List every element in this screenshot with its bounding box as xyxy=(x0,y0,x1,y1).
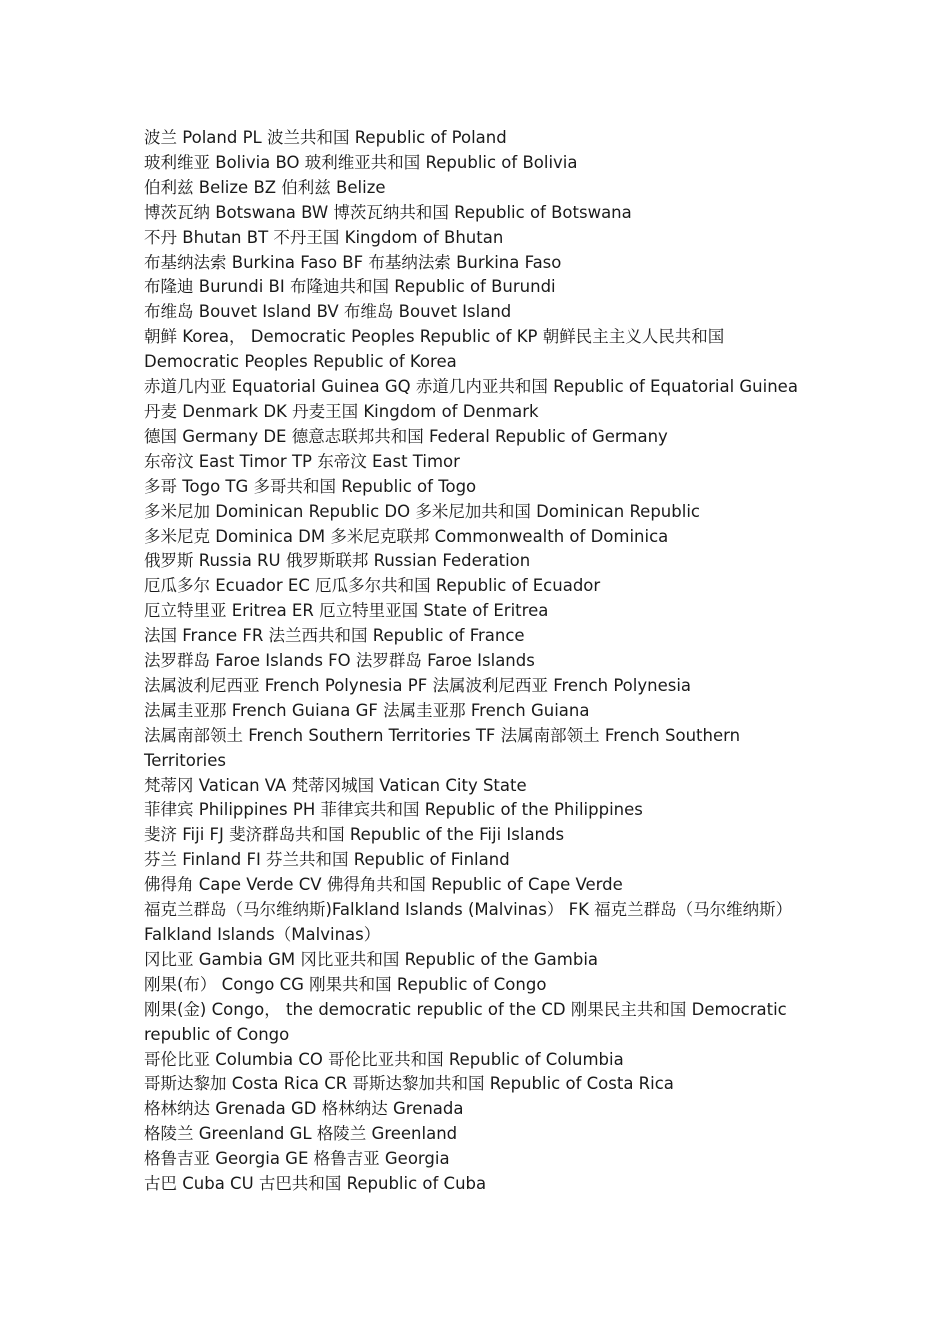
country-entry: 多米尼克 Dominica DM 多米尼克联邦 Commonwealth of Dominica xyxy=(144,526,669,546)
country-entry: 伯利兹 Belize BZ 伯利兹 Belize xyxy=(144,177,386,197)
country-entry: 布隆迪 Burundi BI 布隆迪共和国 Republic of Burundi xyxy=(144,277,556,297)
country-entry: 厄立特里亚 Eritrea ER 厄立特里亚国 State of Eritrea xyxy=(144,601,549,621)
country-entry: 法属圭亚那 French Guiana GF 法属圭亚那 French Guiana xyxy=(144,700,590,720)
document-body xyxy=(144,126,812,1197)
country-entry: 芬兰 Finland FI 芬兰共和国 Republic of Finland xyxy=(144,850,510,870)
country-entry: 布基纳法索 Burkina Faso BF 布基纳法索 Burkina Faso xyxy=(144,252,562,272)
country-entry: 冈比亚 Gambia GM 冈比亚共和国 Republic of the Gambia xyxy=(144,949,599,969)
country-entry: 菲律宾 Philippines PH 菲律宾共和国 Republic of the Philippines xyxy=(144,800,643,820)
country-entry: 格陵兰 Greenland GL 格陵兰 Greenland xyxy=(144,1124,458,1144)
country-entry: 俄罗斯 Russia RU 俄罗斯联邦 Russian Federation xyxy=(144,551,531,571)
country-entry: 波兰 Poland PL 波兰共和国 Republic of Poland xyxy=(144,128,507,147)
country-entry: 东帝汶 East Timor TP 东帝汶 East Timor xyxy=(144,451,460,471)
country-entry: 刚果(布） Congo CG 刚果共和国 Republic of Congo xyxy=(144,974,547,994)
country-entry: 法属南部领土 French Southern Territories TF 法属南部领土 French Southern Territories xyxy=(144,725,741,770)
country-entry: 法国 France FR 法兰西共和国 Republic of France xyxy=(144,626,525,646)
country-entry: 梵蒂冈 Vatican VA 梵蒂冈城国 Vatican City State xyxy=(144,775,527,795)
country-entry: 朝鲜 Korea， Democratic Peoples Republic of KP 朝鲜民主主义人民共和国 Democratic Peoples Republic of Korea xyxy=(144,327,725,372)
country-entry: 玻利维亚 Bolivia BO 玻利维亚共和国 Republic of Bolivia xyxy=(144,152,578,172)
country-entry: 斐济 Fiji FJ 斐济群岛共和国 Republic of the Fiji Islands xyxy=(144,825,565,845)
country-entry: 格林纳达 Grenada GD 格林纳达 Grenada xyxy=(144,1099,464,1119)
country-entry: 厄瓜多尔 Ecuador EC 厄瓜多尔共和国 Republic of Ecuador xyxy=(144,576,601,596)
country-entry: 不丹 Bhutan BT 不丹王国 Kingdom of Bhutan xyxy=(144,227,504,247)
country-entry: 多哥 Togo TG 多哥共和国 Republic of Togo xyxy=(144,476,477,496)
country-entry: 法属波利尼西亚 French Polynesia PF 法属波利尼西亚 French Polynesia xyxy=(144,675,692,695)
country-entry: 赤道几内亚 Equatorial Guinea GQ 赤道几内亚共和国 Republic of Equatorial Guinea xyxy=(144,377,798,397)
country-entry: 博茨瓦纳 Botswana BW 博茨瓦纳共和国 Republic of Botswana xyxy=(144,202,632,222)
country-entry: 多米尼加 Dominican Republic DO 多米尼加共和国 Dominican Republic xyxy=(144,501,700,521)
country-entry: 法罗群岛 Faroe Islands FO 法罗群岛 Faroe Islands xyxy=(144,651,535,671)
country-entry: 哥斯达黎加 Costa Rica CR 哥斯达黎加共和国 Republic of Costa Rica xyxy=(144,1074,674,1094)
country-entry: 刚果(金) Congo， the democratic republic of the CD 刚果民主共和国 Democratic republic of Congo xyxy=(144,999,787,1044)
country-entry: 丹麦 Denmark DK 丹麦王国 Kingdom of Denmark xyxy=(144,401,539,421)
country-entry: 福克兰群岛（马尔维纳斯)Falkland Islands (Malvinas） FK 福克兰群岛（马尔维纳斯）Falkland Islands（Malvinas） xyxy=(144,900,793,944)
country-entry: 德国 Germany DE 德意志联邦共和国 Federal Republic of Germany xyxy=(144,426,668,446)
country-entry: 佛得角 Cape Verde CV 佛得角共和国 Republic of Cape Verde xyxy=(144,875,623,895)
country-entry: 布维岛 Bouvet Island BV 布维岛 Bouvet Island xyxy=(144,302,512,322)
country-entry: 古巴 Cuba CU 古巴共和国 Republic of Cuba xyxy=(144,1174,487,1194)
country-entry: 格鲁吉亚 Georgia GE 格鲁吉亚 Georgia xyxy=(144,1149,450,1169)
country-entry: 哥伦比亚 Columbia CO 哥伦比亚共和国 Republic of Columbia xyxy=(144,1049,624,1069)
